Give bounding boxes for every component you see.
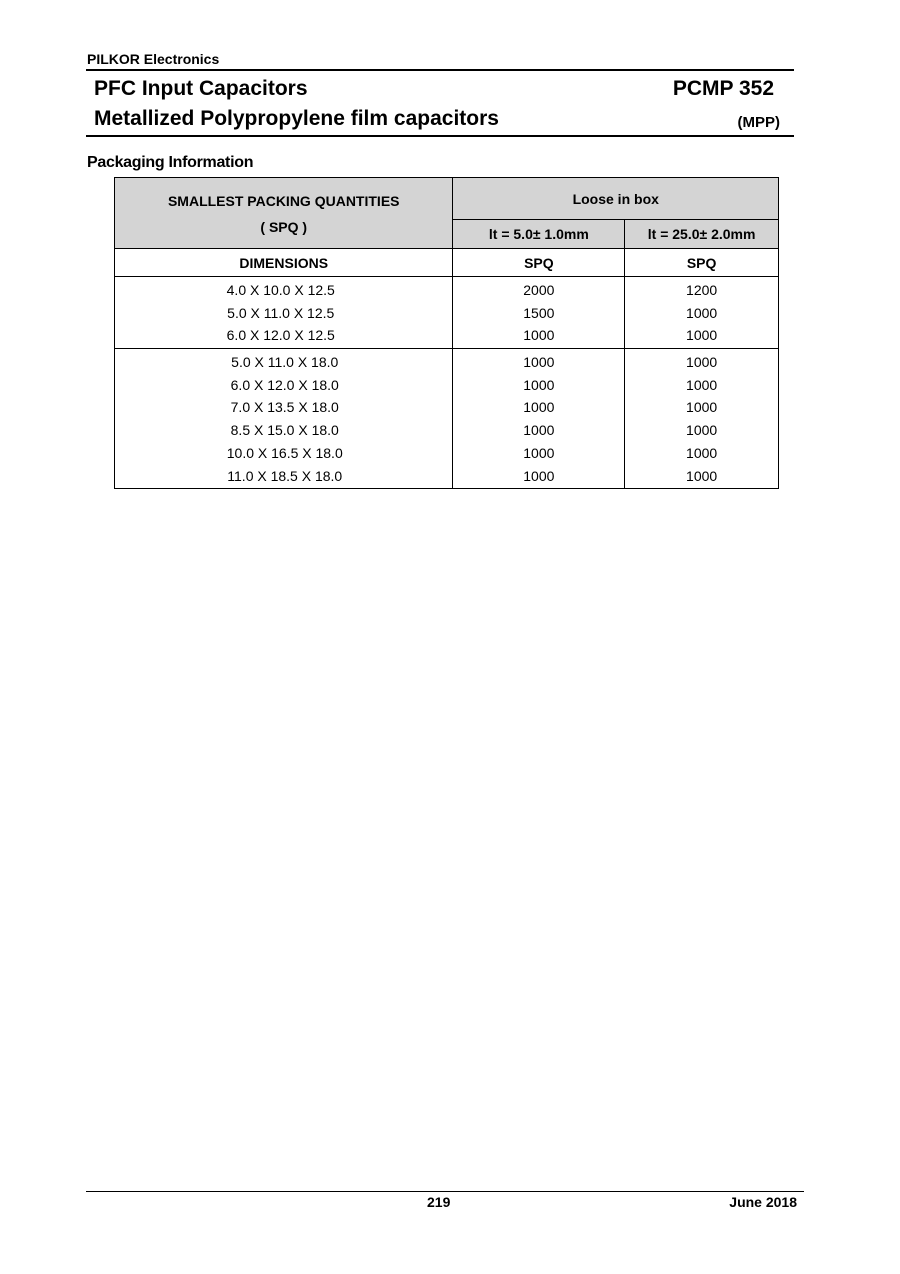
product-title: PFC Input Capacitors xyxy=(94,77,308,100)
company-name: PILKOR Electronics xyxy=(87,51,220,67)
dimension-value: 7.0 X 13.5 X 18.0 xyxy=(230,399,339,416)
dimension-value: 6.0 X 12.0 X 12.5 xyxy=(226,327,335,344)
product-subtitle: Metallized Polypropylene film capacitors xyxy=(94,107,499,130)
page-number: 219 xyxy=(427,1194,451,1210)
dimension-value: 6.0 X 12.0 X 18.0 xyxy=(230,376,339,393)
lead-length-header-2: lt = 25.0± 2.0mm xyxy=(625,220,779,249)
spq-header-1: SPQ xyxy=(453,249,625,277)
spq-value: 1000 xyxy=(686,399,718,416)
footer-rule xyxy=(86,1191,804,1192)
spq-cell-2 xyxy=(625,349,779,489)
spq-value: 1500 xyxy=(523,304,555,321)
spq-cell-2 xyxy=(625,277,779,349)
part-number: PCMP 352 xyxy=(672,77,774,100)
spq-cell-1 xyxy=(453,349,625,489)
dimension-value: 10.0 X 16.5 X 18.0 xyxy=(226,444,343,461)
lead-length-header-1: lt = 5.0± 1.0mm xyxy=(453,220,625,249)
spq-value: 1000 xyxy=(523,354,555,371)
spq-value: 2000 xyxy=(523,282,555,298)
spq-value: 1000 xyxy=(523,444,555,461)
packaging-table xyxy=(114,177,779,489)
spq-value: 1000 xyxy=(686,467,718,484)
spq-subtitle: ( SPQ ) xyxy=(260,219,308,235)
packing-type-header: Loose in box xyxy=(453,178,779,220)
spq-value: 1000 xyxy=(686,327,718,344)
spq-value: 1000 xyxy=(523,399,555,416)
dimension-value: 11.0 X 18.5 X 18.0 xyxy=(227,467,343,484)
dimension-value: 5.0 X 11.0 X 12.5 xyxy=(227,304,335,321)
spq-value: 1000 xyxy=(523,327,555,344)
spq-value: 1000 xyxy=(686,354,718,371)
type-code: (MPP) xyxy=(737,114,780,131)
dimension-value: 4.0 X 10.0 X 12.5 xyxy=(226,282,335,298)
dimensions-cell xyxy=(115,277,453,349)
spq-value: 1000 xyxy=(523,376,555,393)
spq-value: 1000 xyxy=(686,444,718,461)
spq-value: 1000 xyxy=(686,422,718,439)
spq-header-cell xyxy=(115,178,453,249)
dimension-value: 8.5 X 15.0 X 18.0 xyxy=(230,422,339,439)
spq-value: 1200 xyxy=(686,282,718,298)
header-rule xyxy=(86,69,794,71)
spq-value: 1000 xyxy=(523,467,555,484)
spq-cell-1 xyxy=(453,277,625,349)
spq-value: 1000 xyxy=(686,376,718,393)
spq-value: 1000 xyxy=(523,422,555,439)
dimensions-cell xyxy=(115,349,453,489)
spq-header-2: SPQ xyxy=(625,249,779,277)
dimensions-header: DIMENSIONS xyxy=(115,249,453,277)
table-row-group-1 xyxy=(115,277,779,349)
spq-title: SMALLEST PACKING QUANTITIES xyxy=(167,193,400,209)
dimension-value: 5.0 X 11.0 X 18.0 xyxy=(231,354,339,371)
section-title: Packaging Information xyxy=(87,154,254,171)
title-rule xyxy=(86,135,794,137)
spq-value: 1000 xyxy=(686,304,718,321)
publication-date: June 2018 xyxy=(729,1194,797,1210)
table-row-group-2 xyxy=(115,349,779,489)
